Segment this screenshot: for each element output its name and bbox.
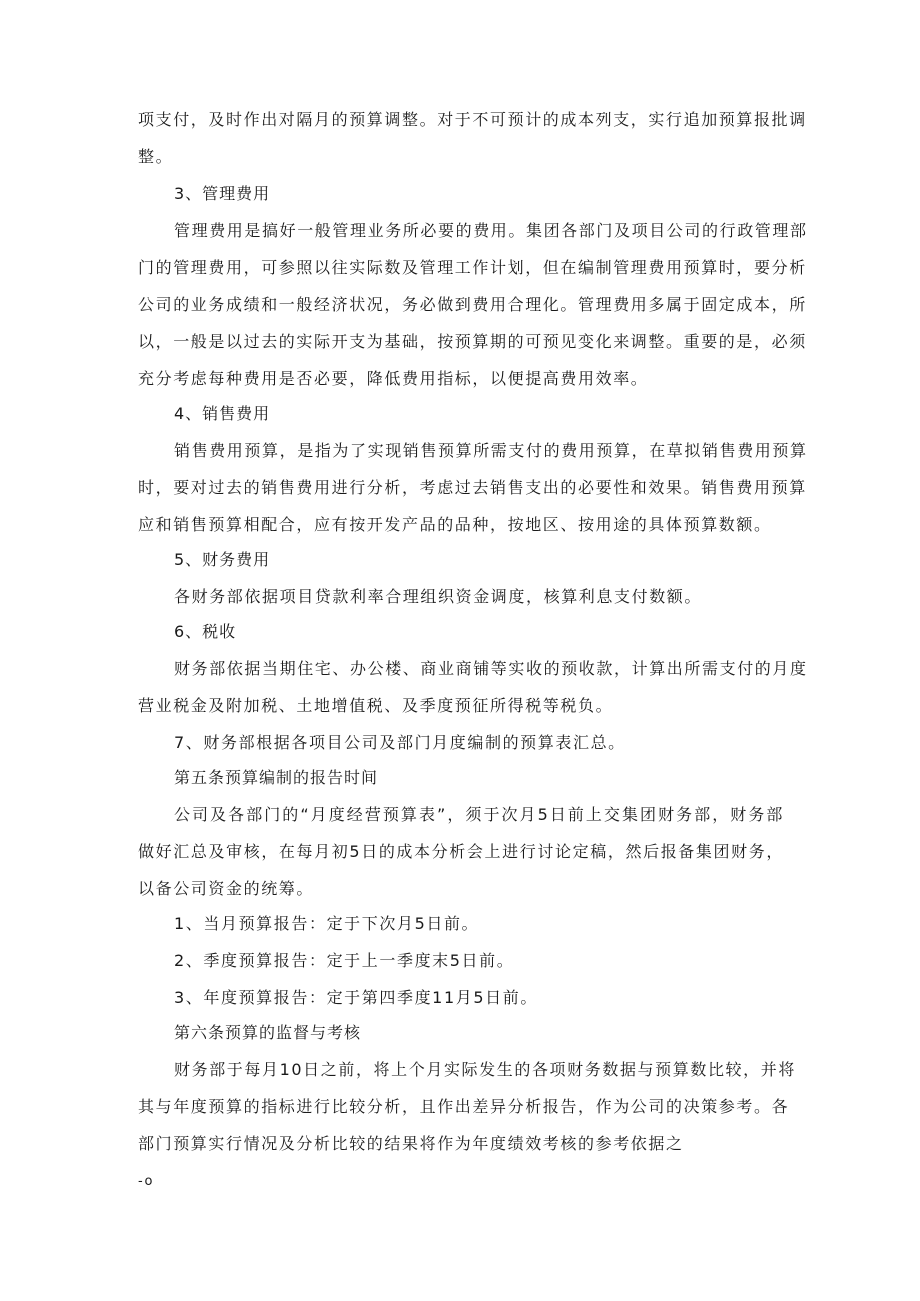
list-item: 2、季度预算报告：定于上一季度末5日前。 <box>174 951 515 970</box>
paragraph-line: 整。 <box>138 147 174 166</box>
paragraph-line: 公司的业务成绩和一般经济状况，务必做到费用合理化。管理费用多属于固定成本，所 <box>138 295 807 314</box>
paragraph-line: 以备公司资金的统筹。 <box>138 879 315 898</box>
section-heading-sales-expenses: 4、销售费用 <box>174 404 271 423</box>
section-heading-taxes: 6、税收 <box>174 622 237 641</box>
list-item: 1、当月预算报告：定于下次月5日前。 <box>174 914 480 933</box>
paragraph-line: 门的管理费用，可参照以往实际数及管理工作计划，但在编制管理费用预算时，要分析 <box>138 258 807 277</box>
paragraph-line: 财务部依据当期住宅、办公楼、商业商铺等实收的预收款，计算出所需支付的月度 <box>174 659 808 678</box>
section-heading-management-expenses: 3、管理费用 <box>174 184 271 203</box>
section-heading-financial-expenses: 5、财务费用 <box>174 550 271 569</box>
paragraph-line: 以，一般是以过去的实际开支为基础，按预算期的可预见变化来调整。重要的是，必须 <box>138 332 807 351</box>
paragraph-line: 营业税金及附加税、土地增值税、及季度预征所得税等税负。 <box>138 696 614 715</box>
paragraph-line: 财务部于每月10日之前，将上个月实际发生的各项财务数据与预算数比较，并将 <box>174 1060 796 1079</box>
paragraph-line: 销售费用预算，是指为了实现销售预算所需支付的费用预算，在草拟销售费用预算 <box>174 441 808 460</box>
paragraph-line: 各财务部依据项目贷款利率合理组织资金调度，核算利息支付数额。 <box>174 587 703 606</box>
list-item: 3、年度预算报告：定于第四季度11月5日前。 <box>174 988 538 1007</box>
paragraph-line: 其与年度预算的指标进行比较分析，且作出差异分析报告，作为公司的决策参考。各 <box>138 1097 790 1116</box>
article-heading-5: 第五条预算编制的报告时间 <box>174 768 379 787</box>
paragraph-line: 应和销售预算相配合，应有按开发产品的品种，按地区、按用途的具体预算数额。 <box>138 515 772 534</box>
paragraph-line-trailing: -o <box>138 1174 155 1189</box>
paragraph-line: 7、财务部根据各项目公司及部门月度编制的预算表汇总。 <box>174 733 626 752</box>
paragraph-line: 时，要对过去的销售费用进行分析，考虑过去销售支出的必要性和效果。销售费用预算 <box>138 478 807 497</box>
paragraph-line: 公司及各部门的“月度经营预算表”，须于次月5日前上交集团财务部，财务部 <box>174 805 784 824</box>
paragraph-line: 做好汇总及审核，在每月初5日的成本分析会上进行讨论定稿，然后报备集团财务， <box>138 842 784 861</box>
paragraph-line: 项支付，及时作出对隔月的预算调整。对于不可预计的成本列支，实行追加预算报批调 <box>138 110 807 129</box>
paragraph-line: 管理费用是搞好一般管理业务所必要的费用。集团各部门及项目公司的行政管理部 <box>174 221 808 240</box>
article-heading-6: 第六条预算的监督与考核 <box>174 1023 362 1042</box>
paragraph-line: 充分考虑每种费用是否必要，降低费用指标，以便提高费用效率。 <box>138 369 649 388</box>
paragraph-line: 部门预算实行情况及分析比较的结果将作为年度绩效考核的参考依据之 <box>138 1134 684 1153</box>
